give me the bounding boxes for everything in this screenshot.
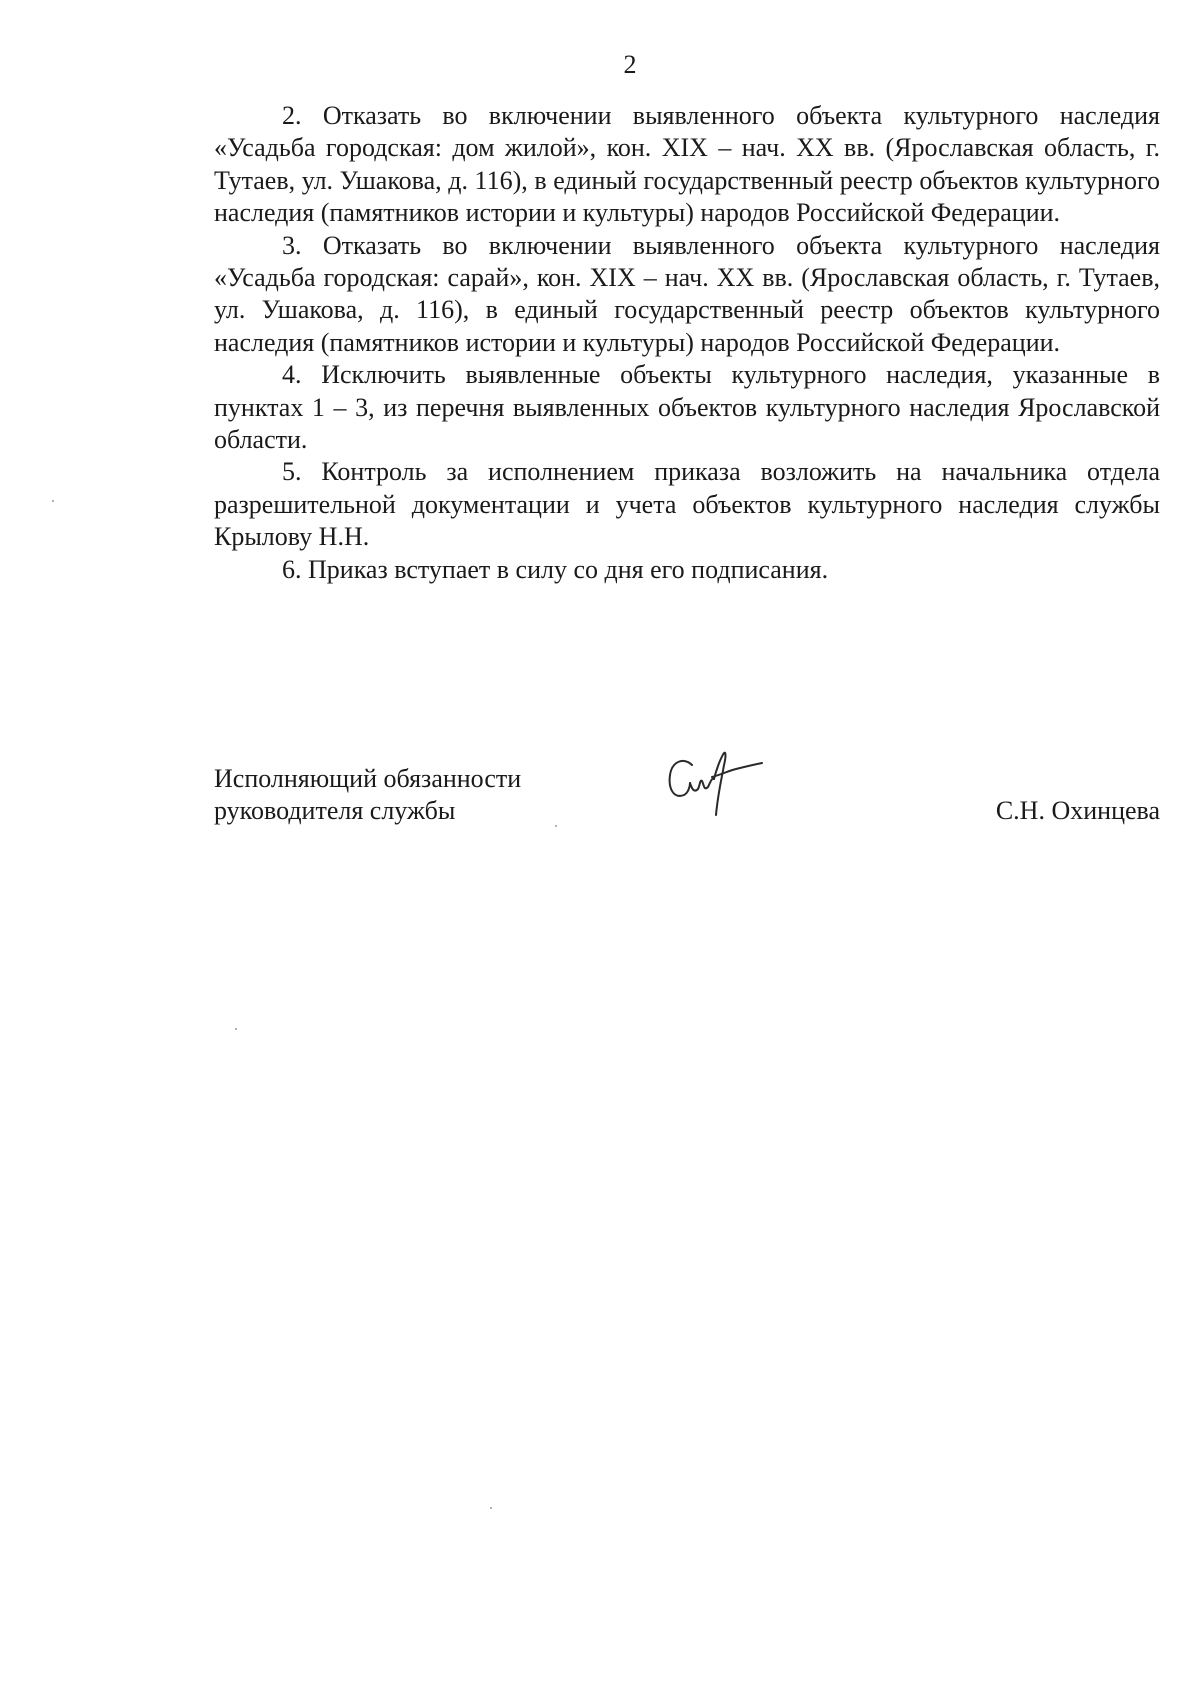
scan-speck [235,1028,237,1030]
page-number: 2 [623,50,637,79]
signatory-name: С.Н. Охинцева [995,796,1160,825]
scan-speck [555,825,557,827]
scan-speck [490,1507,492,1509]
handwritten-signature [654,743,774,823]
scan-speck [52,500,54,502]
paragraph-4: 4. Исключить выявленные объекты культурного наследия, указанные в пунктах 1 – 3, из перечня выявленных объектов культурного наследия Ярославской области. [214,360,1160,455]
document-body [214,100,1160,586]
signature-block [214,763,1160,843]
signatory-position [214,763,521,827]
paragraph-5: 5. Контроль за исполнением приказа возложить на начальника отдела разрешительной документации и учета объектов культурного наследия службы Крылову Н.Н. [214,457,1160,552]
signatory-position-line-2: руководителя службы [214,796,456,825]
paragraph-2: 2. Отказать во включении выявленного объекта культурного наследия «Усадьба городская: дом жилой», кон. XIX – нач. XX вв. (Ярославская область, г. Тутаев, ул. Ушакова, д. 116), в единый государственный реестр объектов культурного наследия (памятников истории и культуры) народов Российской Федерации. [214,101,1160,228]
paragraph-6: 6. Приказ вступает в силу со дня его подписания. [282,554,829,584]
paragraph-3: 3. Отказать во включении выявленного объекта культурного наследия «Усадьба городская: сарай», кон. XIX – нач. XX вв. (Ярославская область, г. Тутаев, ул. Ушакова, д. 116), в единый государственный реестр объектов культурного наследия (памятников истории и культуры) народов Российской Федерации. [214,230,1160,357]
signatory-position-line-1: Исполняющий обязанности [214,764,522,793]
